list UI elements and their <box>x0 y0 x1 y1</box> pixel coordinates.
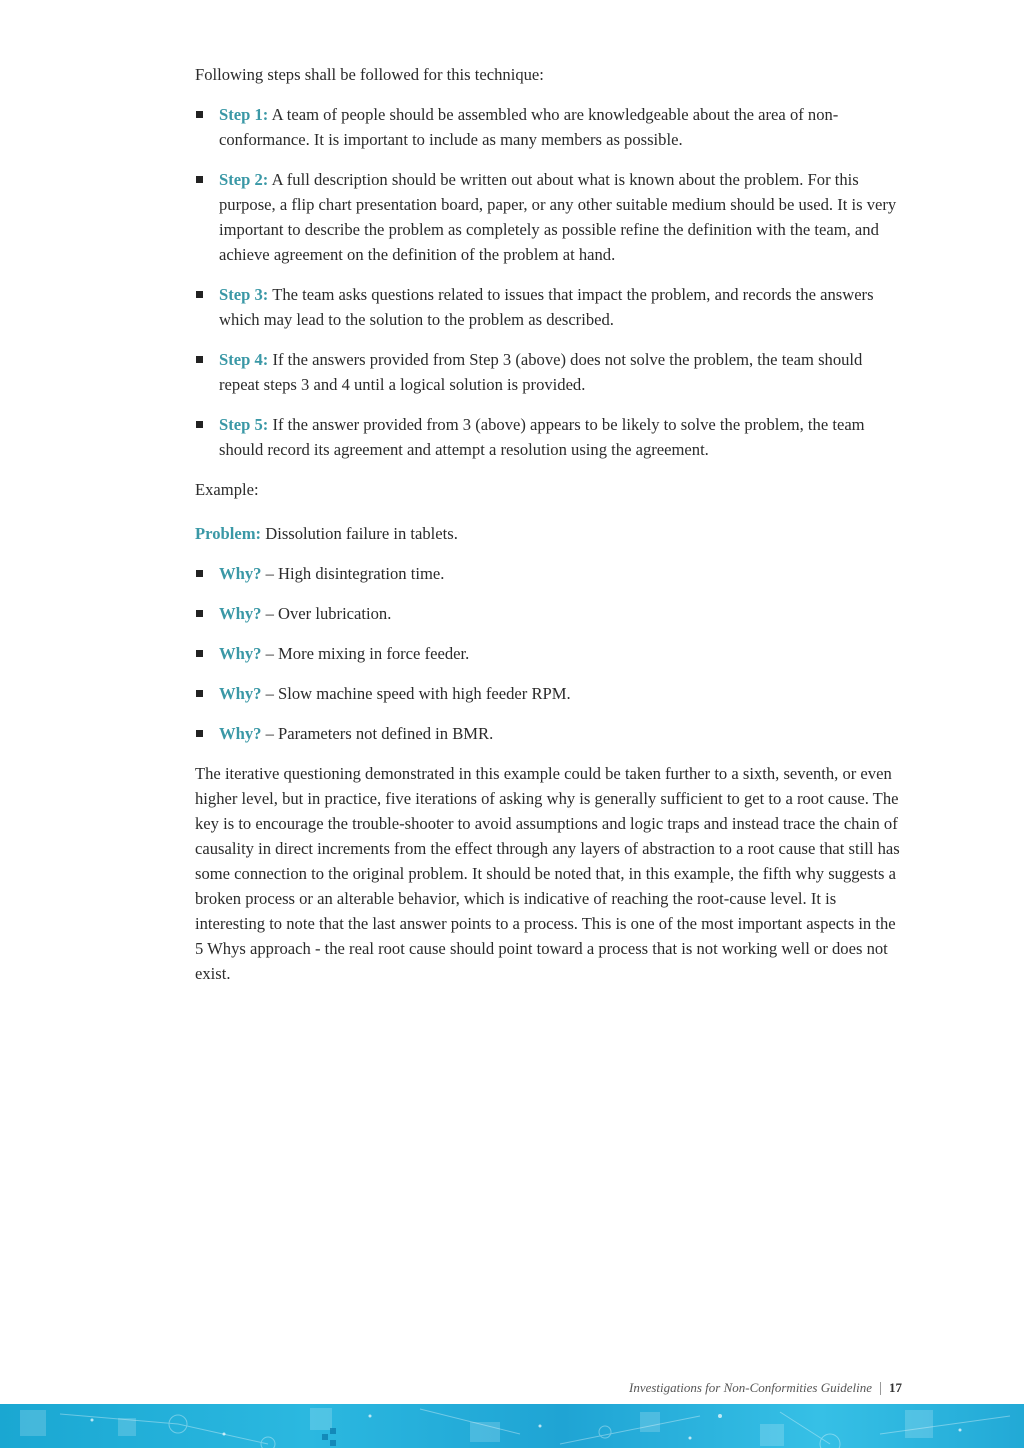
decorative-banner <box>0 1404 1024 1448</box>
square-bullet-icon <box>196 421 203 428</box>
why-label: Why? <box>219 724 262 743</box>
step-text: If the answer provided from 3 (above) appears to be likely to solve the problem, the team should record its agreement and attempt a resolution using the agreement. <box>219 415 865 459</box>
step-text: A team of people should be assembled who are knowledgeable about the area of non-conformance. It is important to include as many members as possible. <box>219 105 839 149</box>
why-label: Why? <box>219 684 262 703</box>
square-bullet-icon <box>196 356 203 363</box>
square-bullet-icon <box>196 111 203 118</box>
square-bullet-icon <box>196 650 203 657</box>
square-bullet-icon <box>196 176 203 183</box>
page-footer <box>629 1380 902 1396</box>
problem-text: Dissolution failure in tablets. <box>265 524 458 543</box>
list-item <box>195 721 907 746</box>
why-label: Why? <box>219 644 262 663</box>
problem-label: Problem: <box>195 524 262 543</box>
step-label: Step 4: <box>219 350 269 369</box>
step-text: A full description should be written out about what is known about the problem. For this purpose, a flip chart presentation board, paper, or any other suitable medium should be used. It is very important to describe the problem as completely as possible refine the definition with the team, and achieve agreement on the definition of the problem at hand. <box>219 170 897 264</box>
list-item <box>195 347 907 397</box>
why-text: – Over lubrication. <box>265 604 392 623</box>
why-text: – Slow machine speed with high feeder RPM. <box>265 684 571 703</box>
list-item <box>195 681 907 706</box>
steps-list <box>195 102 907 462</box>
list-item <box>195 282 907 332</box>
page-number: 17 <box>889 1380 902 1395</box>
step-text: The team asks questions related to issues that impact the problem, and records the answers which may lead to the solution to the problem as described. <box>219 285 874 329</box>
whys-list <box>195 561 907 746</box>
step-label: Step 3: <box>219 285 269 304</box>
step-label: Step 1: <box>219 105 269 124</box>
closing-paragraph: The iterative questioning demonstrated in this example could be taken further to a sixth, seventh, or even higher level, but in practice, five iterations of asking why is generally sufficient to get to a root cause. The key is to encourage the trouble-shooter to avoid assumptions and logic traps and instead trace the chain of causality in direct increments from the effect through any layers of abstraction to a root cause that still has some connection to the original problem. It should be noted that, in this example, the fifth why suggests a broken process or an alterable behavior, which is indicative of reaching the root-cause level. It is interesting to note that the last answer points to a process. This is one of the most important aspects in the 5 Whys approach - the real root cause should point toward a process that is not working well or does not exist. <box>195 764 900 983</box>
example-label: Example: <box>195 480 259 499</box>
intro-text: Following steps shall be followed for this technique: <box>195 65 544 84</box>
network-pattern-icon <box>0 1404 1024 1448</box>
document-body <box>195 62 907 986</box>
list-item <box>195 167 907 267</box>
square-bullet-icon <box>196 610 203 617</box>
footer-document-title: Investigations for Non-Conformities Guideline <box>628 1380 872 1395</box>
square-bullet-icon <box>196 291 203 298</box>
list-item <box>195 412 907 462</box>
why-text: – More mixing in force feeder. <box>265 644 470 663</box>
list-item <box>195 601 907 626</box>
why-label: Why? <box>219 604 262 623</box>
step-label: Step 5: <box>219 415 269 434</box>
list-item <box>195 561 907 586</box>
square-bullet-icon <box>196 570 203 577</box>
problem-statement <box>195 521 907 546</box>
why-text: – High disintegration time. <box>265 564 445 583</box>
why-label: Why? <box>219 564 262 583</box>
why-text: – Parameters not defined in BMR. <box>265 724 494 743</box>
footer-divider <box>880 1382 881 1395</box>
list-item <box>195 641 907 666</box>
step-label: Step 2: <box>219 170 269 189</box>
step-text: If the answers provided from Step 3 (above) does not solve the problem, the team should repeat steps 3 and 4 until a logical solution is provided. <box>219 350 863 394</box>
square-bullet-icon <box>196 690 203 697</box>
list-item <box>195 102 907 152</box>
square-bullet-icon <box>196 730 203 737</box>
